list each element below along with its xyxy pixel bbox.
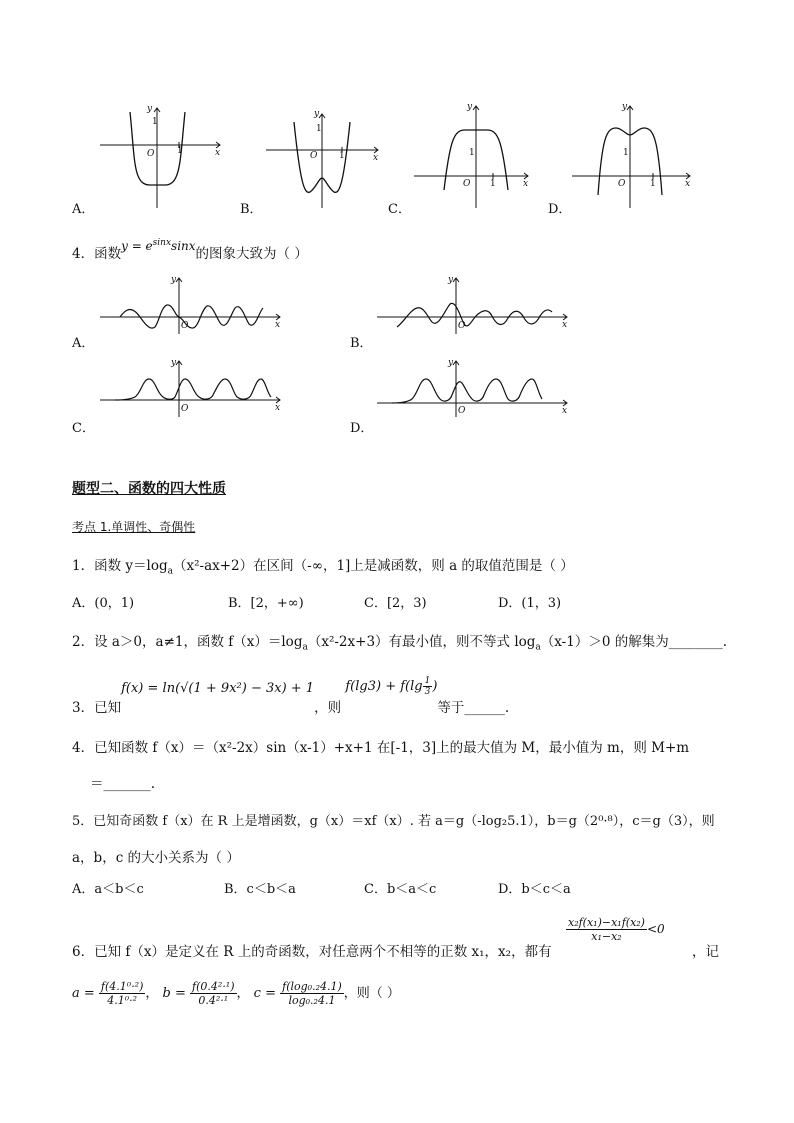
svg-text:1: 1 [177, 146, 183, 156]
svg-text:x: x [562, 320, 568, 330]
problem-4-line-2: ＝_______. [90, 776, 156, 792]
svg-text:x: x [215, 148, 221, 158]
svg-text:O: O [181, 321, 189, 331]
q4-option-a: A． [72, 336, 95, 351]
problem-5-option-a: A．a＜b＜c [72, 882, 144, 897]
problem-2-stem: 2．设 a＞0，a≠1，函数 $f(x)=\log_a(x^2-2x+3)$有最小值，则不等式 $\log_a(x-1)>0$ 的解集为________. [72, 634, 727, 653]
problem-5-line-2: a，b，c 的大小关系为（ ） [72, 850, 240, 866]
q3-graph-b [262, 100, 387, 210]
svg-text:x: x [523, 179, 529, 189]
svg-text:1: 1 [469, 148, 475, 158]
svg-text:y: y [171, 275, 177, 285]
problem-1-option-b: B．[2，+∞) [228, 596, 304, 611]
problem-1-option-c: C．[2，3) [364, 596, 427, 611]
q4-graph-c [95, 355, 285, 420]
problem-1-option-d: D．(1，3) [498, 596, 562, 611]
svg-text:x: x [373, 153, 379, 163]
q3-option-c: C． [388, 202, 411, 217]
problem-6-line-1-end: ，记 [692, 944, 719, 960]
q4-graph-a [95, 272, 285, 337]
q4-graph-d [372, 355, 572, 420]
svg-text:O: O [618, 179, 626, 189]
svg-text:O: O [181, 404, 189, 414]
q4-stem: 4．函数$y = e^{sinx}\sin x$的图象大致为（ ） [72, 238, 308, 262]
svg-text:1: 1 [316, 124, 322, 134]
svg-text:x: x [562, 406, 568, 416]
q4-graph-b [372, 272, 572, 337]
svg-text:x: x [685, 179, 691, 189]
problem-6-defs: a = $\frac{\text{f(4.1⁰·²)}}{\text{4.1⁰·²}}$ ， b = $\frac{\text{f(0.4²·¹)}}{\text{0.4²·¹}}$ ， c = $\frac{\text{f(log₀.₂4.1)}}{\text{log₀.₂4.1}}$ ，则（ ） [72, 980, 400, 1007]
svg-text:y: y [448, 275, 454, 285]
q4-option-d: D． [350, 421, 374, 436]
svg-text:O: O [463, 179, 471, 189]
svg-text:1: 1 [623, 148, 629, 158]
svg-text:O: O [310, 151, 318, 161]
q3-graph-c [410, 100, 535, 210]
svg-text:y: y [171, 358, 177, 368]
svg-text:O: O [458, 406, 466, 416]
q3-option-b: B． [240, 202, 263, 217]
svg-text:1: 1 [490, 179, 496, 189]
problem-1-option-a: A．(0，1) [72, 596, 135, 611]
problem-5-option-c: C．b＜a＜c [364, 882, 437, 897]
svg-text:y: y [147, 104, 153, 114]
svg-text:y: y [314, 109, 320, 119]
svg-text:y: y [448, 358, 454, 368]
problem-3-formula-2: f(lg3) + f(lg $\frac{1}{3}$ ) [345, 676, 438, 697]
svg-text:1: 1 [339, 151, 345, 161]
problem-3-stem: 3．已知f(x) = ln(√(1 + 9x²) − 3x) + 1，则 f(lg3) + f(lg $\frac{1}{3}$ )等于______. [72, 676, 510, 716]
q3-option-a: A． [72, 202, 95, 217]
problem-6-condition: $\frac{\text{x₂f(x₁)−x₁f(x₂)}}{\text{x₁−x₂}}$ <0 [568, 916, 665, 943]
q3-graph-a [95, 100, 230, 210]
svg-text:O: O [147, 149, 155, 159]
problem-5-option-d: D．b＜c＜a [498, 882, 571, 897]
svg-text:x: x [275, 320, 281, 330]
problem-6-a-fraction: $\frac{\text{f(4.1⁰·²)}}{\text{4.1⁰·²}}$ [100, 980, 144, 1007]
problem-1-stem: 1．函数 $y=\log_a(x^2-ax+2)$在区间（-∞，1]上是减函数，则 a 的取值范围是（ ） [72, 558, 574, 577]
svg-text:x: x [275, 403, 281, 413]
q3-graph-d [570, 100, 695, 210]
svg-text:y: y [622, 102, 628, 112]
problem-4-line-1: 4．已知函数 f（x）＝（x²-2x）sin（x-1）+x+1 在[-1，3]上的最大值为 M，最小值为 m，则 M+m [72, 740, 690, 756]
problem-5-line-1: 5．已知奇函数 f（x）在 R 上是增函数，g（x）＝xf（x）. 若 a＝g（-log₂5.1），b＝g（2⁰·⁸），c＝g（3），则 [72, 814, 715, 829]
svg-text:1: 1 [152, 117, 158, 127]
problem-3-formula: f(x) = ln(√(1 + 9x²) − 3x) + 1 [121, 681, 315, 696]
q3-option-d: D． [548, 202, 572, 217]
problem-6-line-1: 6．已知 f（x）是定义在 R 上的奇函数，对任意两个不相等的正数 x₁，x₂，都有 [72, 944, 552, 960]
q4-option-b: B． [350, 336, 373, 351]
problem-6-b-fraction: $\frac{\text{f(0.4²·¹)}}{\text{0.4²·¹}}$ [192, 980, 235, 1007]
problem-5-option-b: B．c＜b＜a [224, 882, 296, 897]
section-title: 题型二、函数的四大性质 [72, 481, 226, 497]
section-subtitle: 考点 1.单调性、奇偶性 [72, 520, 196, 534]
svg-text:1: 1 [650, 179, 656, 189]
svg-text:O: O [458, 321, 466, 331]
svg-text:y: y [467, 102, 473, 112]
q4-option-c: C． [72, 421, 95, 436]
problem-6-c-fraction: $\frac{\text{f(log₀.₂4.1)}}{\text{log₀.₂4.1}}$ [282, 980, 342, 1007]
